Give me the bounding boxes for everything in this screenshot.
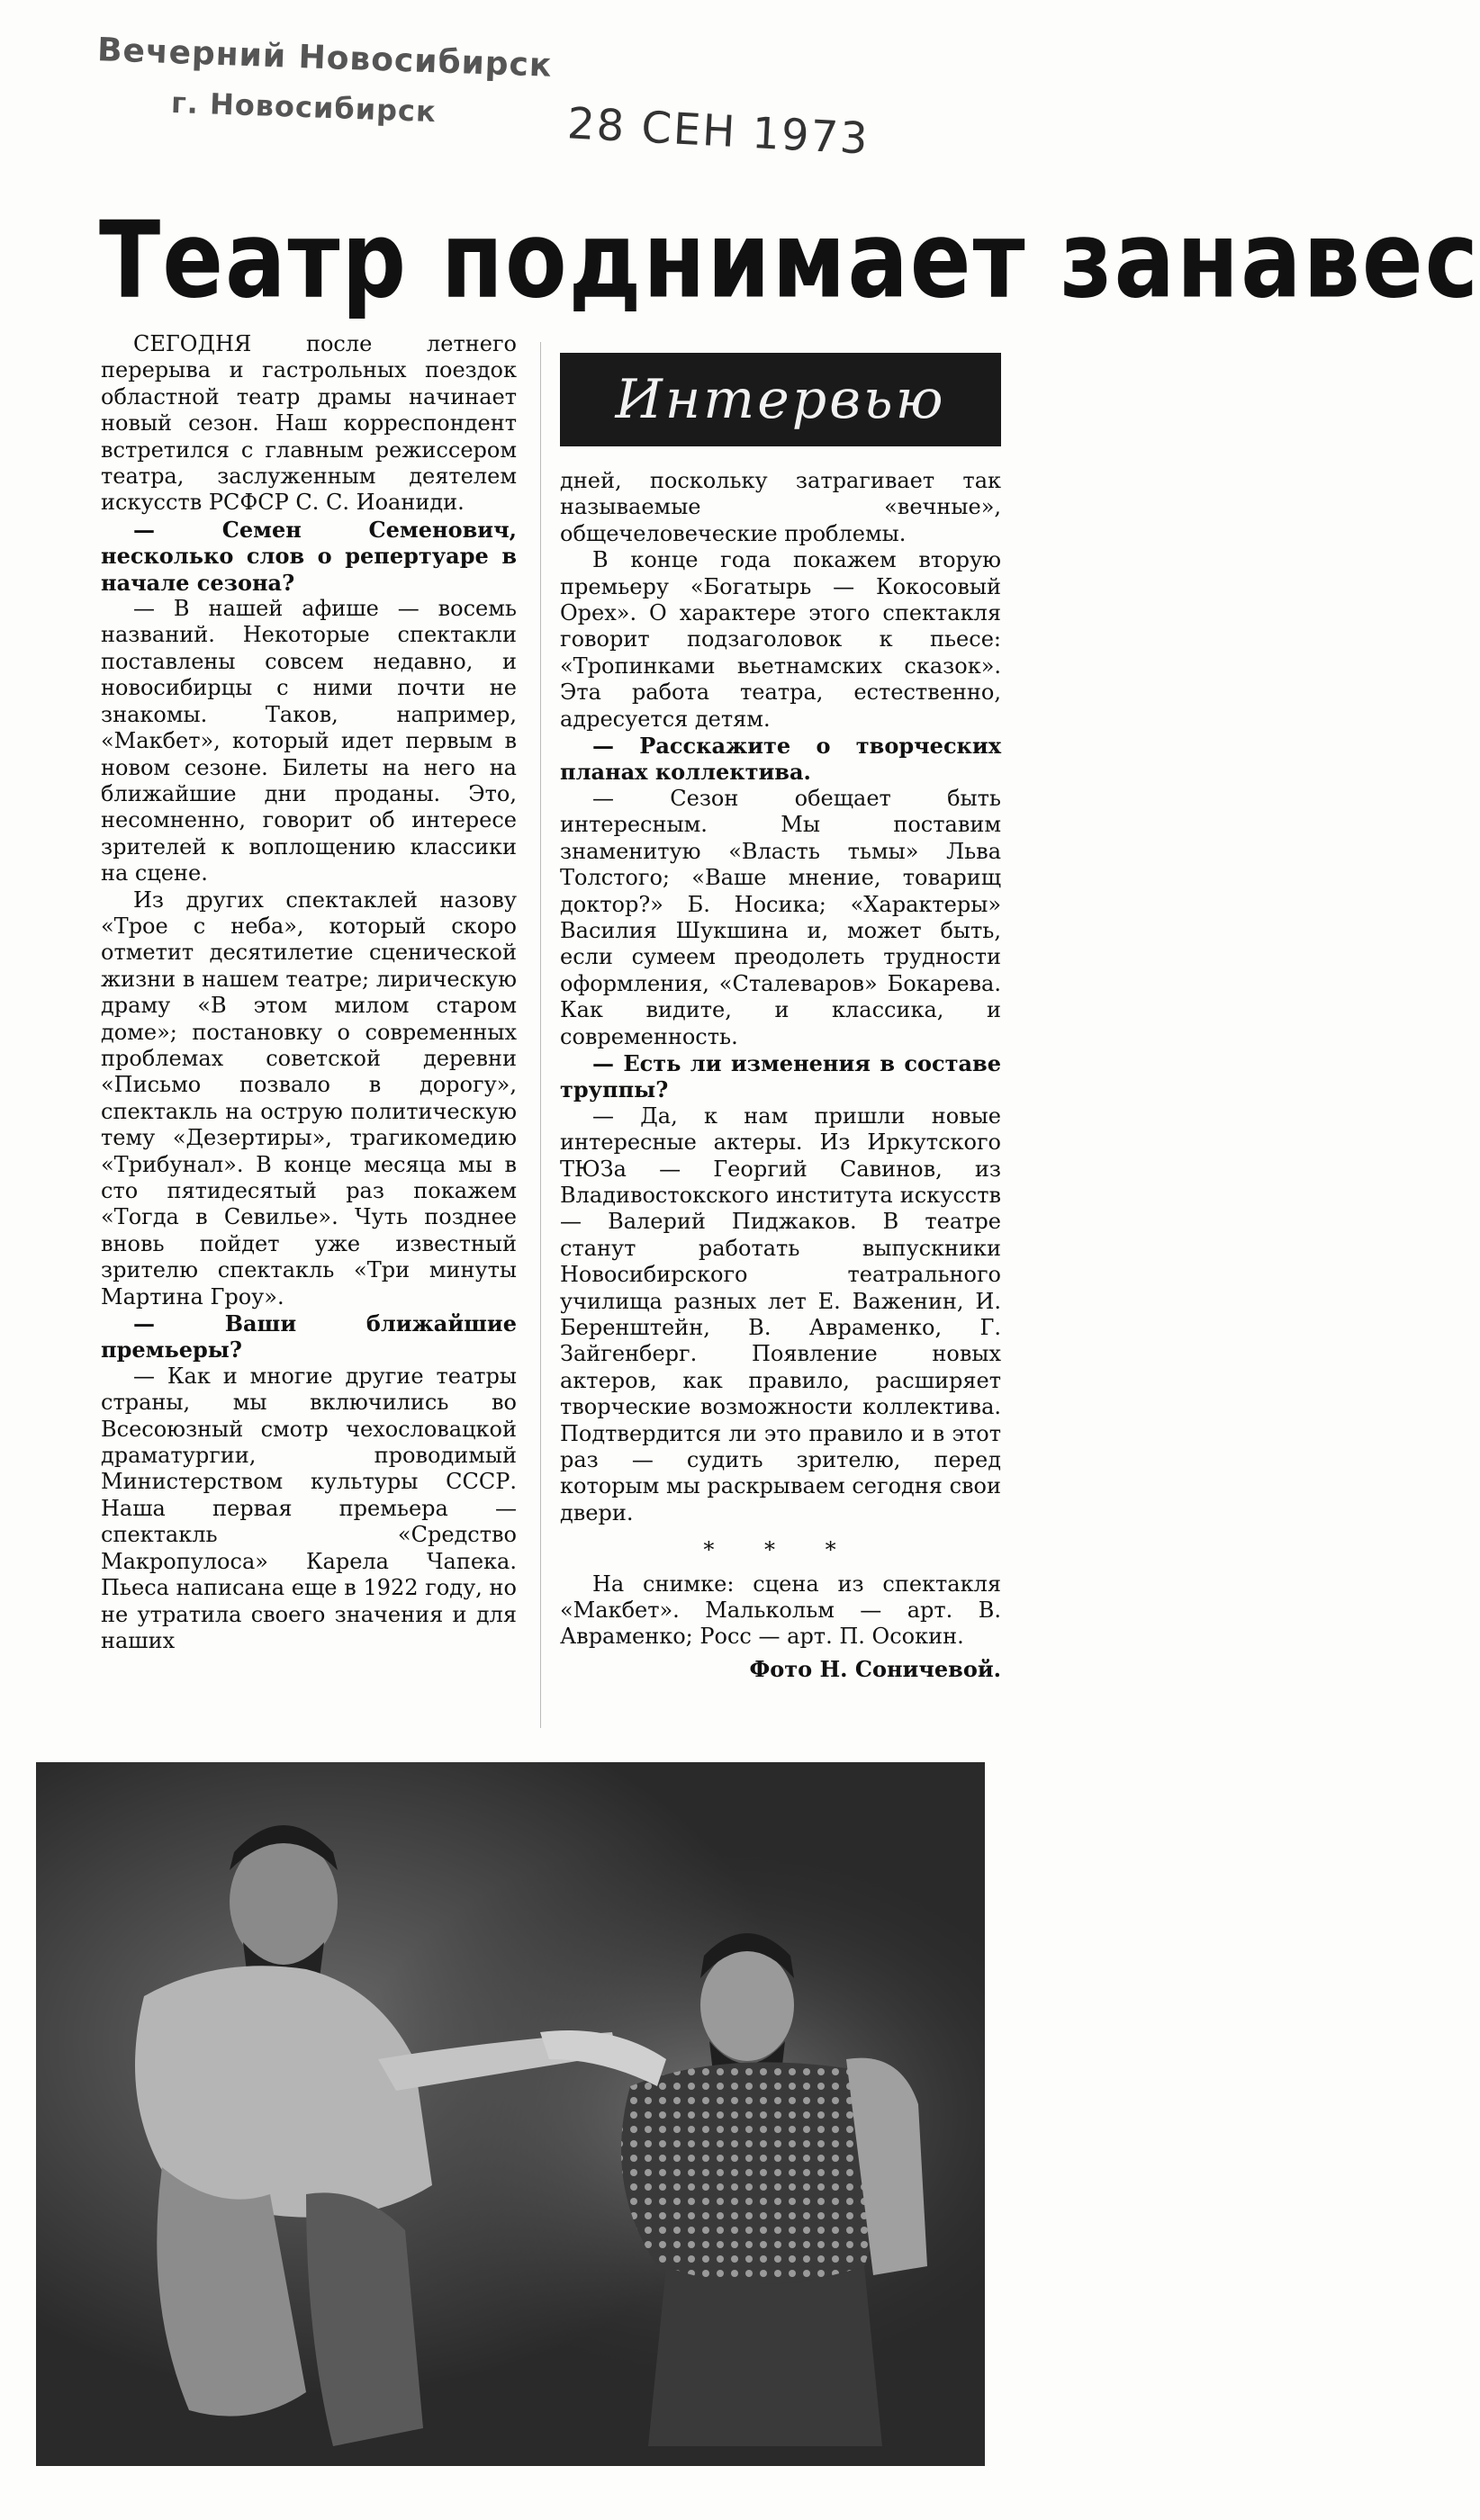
stage-photo — [36, 1762, 985, 2466]
photo-caption: На снимке: сцена из спектакля «Макбет». Малькольм — арт. В. Авраменко; Росс — арт. П. Осокин. — [560, 1570, 1001, 1650]
stamp-newspaper-name: Вечерний Новосибирск — [96, 32, 554, 85]
paragraph: — Да, к нам пришли новые интересные актеры. Из Иркутского ТЮЗа — Георгий Савинов, из Владивостокского института искусств — Валерий Пиджаков. В театре станут работать выпускники Новосибирского театрального училища разных лет Е. Важенин, И. Беренштейн, В. Авраменко, Г. Зайгенберг. Появление новых актеров, как правило, расширяет творческие возможности коллектива. Подтвердится ли это правило и в этот раз — судить зрителю, перед которым мы раскрываем сегодня свои двери. — [560, 1102, 1001, 1526]
article-right-column — [560, 468, 1001, 1682]
paragraph: дней, поскольку затрагивает так называемые «вечные», общечеловеческие проблемы. — [560, 468, 1001, 546]
actor-right-head — [700, 1949, 794, 2061]
article-left-column — [101, 331, 517, 1654]
paragraph: СЕГОДНЯ после летнего перерыва и гастрольных поездок областной театр драмы начинает новый сезон. Наш корреспондент встретился с главным режиссером театра, заслуженным деятелем искусств РСФСР С. С. Иоаниди. — [101, 331, 517, 516]
column-divider — [540, 342, 541, 1728]
stage-photo-illustration — [36, 1762, 985, 2466]
photo-credit: Фото Н. Соничевой. — [749, 1655, 1001, 1682]
paragraph: — Сезон обещает быть интересным. Мы поставим знаменитую «Власть тьмы» Льва Толстого; «Ваше мнение, товарищ доктор?» Б. Носика; «Характеры» Василия Шукшина и, может быть, если сумеем преодолеть трудности оформления, «Сталеваров» Бокарева. Как видите, и классика, и современность. — [560, 785, 1001, 1049]
question: — Расскажите о творческих планах коллектива. — [560, 733, 1001, 786]
question: — Ваши ближайшие премьеры? — [101, 1310, 517, 1364]
headline: Театр поднимает занавес — [99, 198, 1480, 323]
stamp-date: 28 СЕН 1973 — [565, 98, 871, 165]
paragraph: Из других спектаклей назову «Трое с неба», который скоро отметит десятилетие сценической жизни в нашем театре; лирическую драму «В этом милом старом доме»; постановку о современных проблемах советской деревни «Письмо позвало в дорогу», спектакль на острую политическую тему «Дезертиры», трагикомедию «Трибунал». В конце месяца мы в сто пятидесятый раз покажем «Тогда в Севилье». Чуть позднее вновь пойдет уже известный зрителю спектакль «Три минуты Мартина Гроу». — [101, 886, 517, 1310]
paragraph: — В нашей афише — восемь названий. Некоторые спектакли поставлены совсем недавно, и новосибирцы с ними почти не знакомы. Таков, например, «Макбет», который идет первым в новом сезоне. Билеты на него на ближайшие дни проданы. Это, несомненно, говорит об интересе зрителей к воплощению классики на сцене. — [101, 596, 517, 886]
rubric-banner: Интервью — [560, 353, 1001, 446]
question: — Есть ли изменения в составе труппы? — [560, 1049, 1001, 1103]
question: — Семен Семенович, несколько слов о репертуаре в начале сезона? — [101, 516, 517, 596]
section-separator: * * * — [703, 1537, 858, 1563]
paragraph: В конце года покажем вторую премьеру «Богатырь — Кокосовый Орех». О характере этого спектакля говорит подзаголовок к пьесе: «Тропинками вьетнамских сказок». Эта работа театра, естественно, адресуется детям. — [560, 547, 1001, 732]
paragraph: — Как и многие другие театры страны, мы включились во Всесоюзный смотр чехословацкой драматургии, проводимый Министерством культуры СССР. Наша первая премьера — спектакль «Средство Макропулоса» Карела Чапека. Пьеса написана еще в 1922 году, но не утратила своего значения и для наших — [101, 1363, 517, 1653]
stamp-city: г. Новосибирск — [170, 85, 438, 130]
